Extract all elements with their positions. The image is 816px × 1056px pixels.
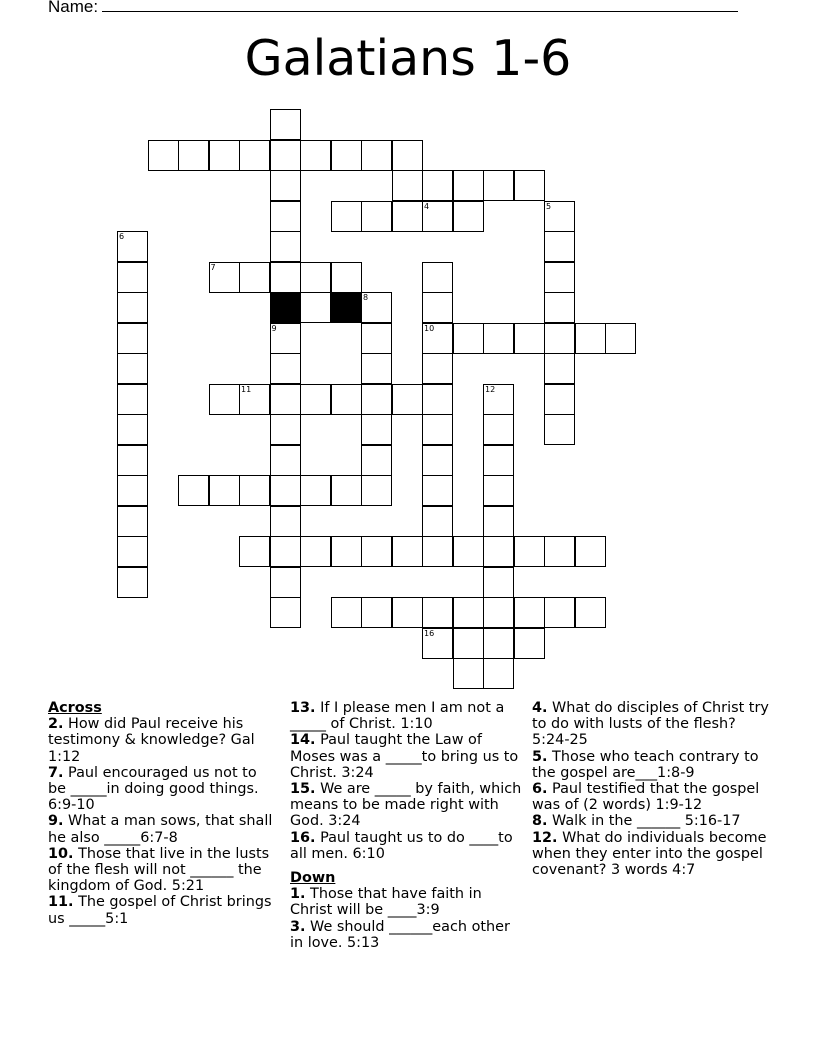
black-cell	[331, 292, 362, 323]
grid-cell[interactable]	[453, 658, 484, 689]
grid-cell[interactable]	[331, 536, 362, 567]
clue-item-text: Paul taught us to do ____to all men. 6:10	[290, 829, 513, 862]
clue-number: 5	[546, 201, 552, 211]
clue-number: 10	[424, 323, 435, 333]
grid-cell[interactable]	[270, 414, 301, 445]
clue-item	[532, 700, 772, 749]
grid-cell[interactable]	[270, 231, 301, 262]
clue-item-number: 3.	[290, 918, 306, 935]
grid-cell[interactable]	[300, 262, 331, 293]
grid-cell[interactable]	[361, 292, 392, 323]
grid-cell[interactable]	[544, 597, 575, 628]
grid-cell[interactable]	[361, 475, 392, 506]
clue-item-text: We should ______each other in love. 5:13	[290, 918, 510, 951]
grid-cell[interactable]	[270, 445, 301, 476]
grid-cell[interactable]	[453, 170, 484, 201]
grid-cell[interactable]	[483, 536, 514, 567]
clue-item-number: 16.	[290, 829, 316, 846]
clue-number: 7	[210, 262, 216, 272]
down-clues-column	[532, 700, 772, 878]
clue-item-text: Paul testified that the gospel was of (2 words) 1:9-12	[532, 781, 760, 814]
grid-cell[interactable]	[392, 170, 423, 201]
clue-item	[48, 894, 276, 926]
grid-cell[interactable]	[178, 140, 209, 171]
grid-cell[interactable]	[331, 475, 362, 506]
clue-item	[290, 886, 526, 918]
grid-cell[interactable]	[239, 262, 270, 293]
grid-cell[interactable]	[544, 414, 575, 445]
grid-cell[interactable]	[300, 475, 331, 506]
clue-item	[48, 716, 276, 765]
name-label: Name:	[48, 0, 99, 16]
grid-cell[interactable]	[300, 292, 331, 323]
grid-cell[interactable]	[270, 109, 301, 140]
grid-cell[interactable]	[453, 201, 484, 232]
grid-cell[interactable]	[422, 292, 453, 323]
grid-cell[interactable]	[483, 384, 514, 415]
clue-item	[290, 830, 526, 862]
grid-cell[interactable]	[483, 170, 514, 201]
clue-item-text: How did Paul receive his testimony & knowledge? Gal 1:12	[48, 716, 255, 765]
clue-item-text: If I please men I am not a _____ of Christ. 1:10	[290, 700, 505, 733]
grid-cell[interactable]	[117, 475, 148, 506]
grid-cell[interactable]	[483, 323, 514, 354]
clue-item-text: What do individuals become when they enter into the gospel covenant? 3 words 4:7	[532, 829, 767, 879]
clue-item	[290, 732, 526, 781]
grid-cell[interactable]	[392, 384, 423, 415]
grid-cell[interactable]	[239, 536, 270, 567]
clue-item-number: 10.	[48, 845, 74, 862]
grid-cell[interactable]	[422, 475, 453, 506]
clue-item	[290, 919, 526, 951]
clue-item-number: 11.	[48, 894, 74, 911]
grid-cell[interactable]	[453, 323, 484, 354]
grid-cell[interactable]	[422, 628, 453, 659]
grid-cell[interactable]	[514, 323, 545, 354]
grid-cell[interactable]	[453, 536, 484, 567]
grid-cell[interactable]	[331, 597, 362, 628]
grid-cell[interactable]	[422, 201, 453, 232]
grid-cell[interactable]	[361, 445, 392, 476]
clue-item	[48, 765, 276, 814]
grid-cell[interactable]	[422, 262, 453, 293]
clue-item	[290, 781, 526, 830]
grid-cell[interactable]	[270, 475, 301, 506]
grid-cell[interactable]	[453, 597, 484, 628]
grid-cell[interactable]	[483, 414, 514, 445]
page-title: Galatians 1-6	[244, 30, 572, 87]
grid-cell[interactable]	[544, 353, 575, 384]
clue-item-number: 8.	[532, 813, 548, 830]
grid-cell[interactable]	[392, 536, 423, 567]
clue-item	[532, 830, 772, 879]
grid-cell[interactable]	[575, 597, 606, 628]
grid-cell[interactable]	[331, 140, 362, 171]
grid-cell[interactable]	[270, 597, 301, 628]
clue-item	[48, 813, 276, 845]
grid-cell[interactable]	[148, 140, 179, 171]
grid-cell[interactable]	[361, 597, 392, 628]
grid-cell[interactable]	[422, 597, 453, 628]
grid-cell[interactable]	[422, 536, 453, 567]
grid-cell[interactable]	[422, 170, 453, 201]
black-cell	[270, 292, 301, 323]
grid-cell[interactable]	[270, 201, 301, 232]
grid-cell[interactable]	[117, 506, 148, 537]
clue-item-number: 6.	[532, 781, 548, 798]
grid-cell[interactable]	[514, 628, 545, 659]
grid-cell[interactable]	[544, 201, 575, 232]
clue-number: 12	[485, 384, 496, 394]
grid-cell[interactable]	[300, 140, 331, 171]
grid-cell[interactable]	[209, 140, 240, 171]
grid-cell[interactable]	[544, 536, 575, 567]
clue-item	[532, 749, 772, 781]
grid-cell[interactable]	[575, 323, 606, 354]
grid-cell[interactable]	[117, 567, 148, 598]
clues-column-2	[290, 700, 526, 951]
grid-cell[interactable]	[209, 384, 240, 415]
grid-cell[interactable]	[361, 536, 392, 567]
grid-cell[interactable]	[453, 628, 484, 659]
grid-cell[interactable]	[239, 475, 270, 506]
across-clues-column	[48, 700, 276, 927]
clue-number: 9	[271, 323, 277, 333]
grid-cell[interactable]	[331, 201, 362, 232]
grid-cell[interactable]	[483, 597, 514, 628]
grid-cell[interactable]	[575, 536, 606, 567]
across-heading: Across	[48, 700, 102, 716]
grid-cell[interactable]	[422, 414, 453, 445]
grid-cell[interactable]	[544, 323, 575, 354]
grid-cell[interactable]	[392, 201, 423, 232]
grid-cell[interactable]	[422, 353, 453, 384]
grid-cell[interactable]	[270, 170, 301, 201]
grid-cell[interactable]	[514, 597, 545, 628]
clue-item-number: 5.	[532, 748, 548, 765]
clue-item	[532, 813, 772, 829]
grid-cell[interactable]	[483, 445, 514, 476]
grid-cell[interactable]	[361, 323, 392, 354]
clue-item-text: Those that have faith in Christ will be ____3:9	[290, 886, 482, 919]
grid-cell[interactable]	[117, 353, 148, 384]
clue-item	[48, 846, 276, 895]
grid-cell[interactable]	[544, 292, 575, 323]
clue-number: 4	[424, 201, 430, 211]
clue-item-number: 2.	[48, 716, 64, 733]
clue-item-text: What a man sows, that shall he also _____6:7-8	[48, 813, 273, 846]
grid-cell[interactable]	[361, 414, 392, 445]
grid-cell[interactable]	[270, 140, 301, 171]
clue-number: 8	[363, 293, 369, 302]
grid-cell[interactable]	[544, 262, 575, 293]
grid-cell[interactable]	[514, 170, 545, 201]
grid-cell[interactable]	[514, 536, 545, 567]
grid-cell[interactable]	[544, 384, 575, 415]
grid-cell[interactable]	[361, 353, 392, 384]
clue-item-text: The gospel of Christ brings us _____5:1	[48, 894, 272, 927]
grid-cell[interactable]	[483, 658, 514, 689]
clue-item-number: 1.	[290, 886, 306, 903]
grid-cell[interactable]	[361, 384, 392, 415]
clue-number: 16	[424, 628, 435, 638]
grid-cell[interactable]	[117, 536, 148, 567]
clue-item-number: 9.	[48, 813, 64, 830]
grid-cell[interactable]	[361, 140, 392, 171]
grid-cell[interactable]	[392, 597, 423, 628]
grid-cell[interactable]	[209, 262, 240, 293]
clue-number: 11	[241, 384, 252, 394]
grid-cell[interactable]	[422, 445, 453, 476]
clue-item-text: Paul taught the Law of Moses was a _____to bring us to Christ. 3:24	[290, 732, 519, 781]
clue-item-number: 4.	[532, 700, 548, 716]
grid-cell[interactable]	[270, 536, 301, 567]
clue-item-text: Paul encouraged us not to be _____in doing good things. 6:9-10	[48, 764, 259, 814]
grid-cell[interactable]	[117, 414, 148, 445]
clue-item-number: 15.	[290, 781, 316, 798]
grid-cell[interactable]	[483, 628, 514, 659]
clue-item-number: 13.	[290, 700, 316, 716]
grid-cell[interactable]	[209, 475, 240, 506]
grid-cell[interactable]	[270, 323, 301, 354]
grid-cell[interactable]	[483, 475, 514, 506]
grid-cell[interactable]	[605, 323, 636, 354]
grid-cell[interactable]	[117, 262, 148, 293]
grid-cell[interactable]	[483, 506, 514, 537]
clue-item	[532, 781, 772, 813]
grid-cell[interactable]	[544, 231, 575, 262]
clue-item-number: 7.	[48, 764, 64, 781]
grid-cell[interactable]	[117, 323, 148, 354]
clue-item-text: What do disciples of Christ try to do with lusts of the flesh? 5:24-25	[532, 700, 769, 749]
clue-item	[290, 700, 526, 732]
clue-number: 6	[119, 232, 125, 241]
clue-item-text: Those that live in the lusts of the flesh will not ______ the kingdom of God. 5:21	[48, 845, 270, 895]
grid-cell[interactable]	[270, 567, 301, 598]
grid-cell[interactable]	[239, 384, 270, 415]
grid-cell[interactable]	[361, 201, 392, 232]
clue-item-number: 12.	[532, 829, 558, 846]
grid-cell[interactable]	[117, 384, 148, 415]
grid-cell[interactable]	[239, 140, 270, 171]
grid-cell[interactable]	[331, 262, 362, 293]
grid-cell[interactable]	[483, 567, 514, 598]
grid-cell[interactable]	[270, 262, 301, 293]
clue-item-number: 14.	[290, 732, 316, 749]
grid-cell[interactable]	[422, 323, 453, 354]
grid-cell[interactable]	[117, 292, 148, 323]
clue-item-text: We are _____ by faith, which means to be made right with God. 3:24	[290, 781, 522, 830]
grid-cell[interactable]	[422, 506, 453, 537]
grid-cell[interactable]	[422, 384, 453, 415]
grid-cell[interactable]	[178, 475, 209, 506]
grid-cell[interactable]	[331, 384, 362, 415]
grid-cell[interactable]	[117, 231, 148, 262]
clue-item-text: Walk in the ______ 5:16-17	[547, 813, 741, 830]
grid-cell[interactable]	[270, 506, 301, 537]
down-heading: Down	[290, 870, 336, 887]
clue-item-text: Those who teach contrary to the gospel are___1:8-9	[532, 748, 759, 781]
grid-cell[interactable]	[270, 384, 301, 415]
grid-cell[interactable]	[117, 445, 148, 476]
grid-cell[interactable]	[270, 353, 301, 384]
grid-cell[interactable]	[392, 140, 423, 171]
grid-cell[interactable]	[300, 384, 331, 415]
grid-cell[interactable]	[300, 536, 331, 567]
